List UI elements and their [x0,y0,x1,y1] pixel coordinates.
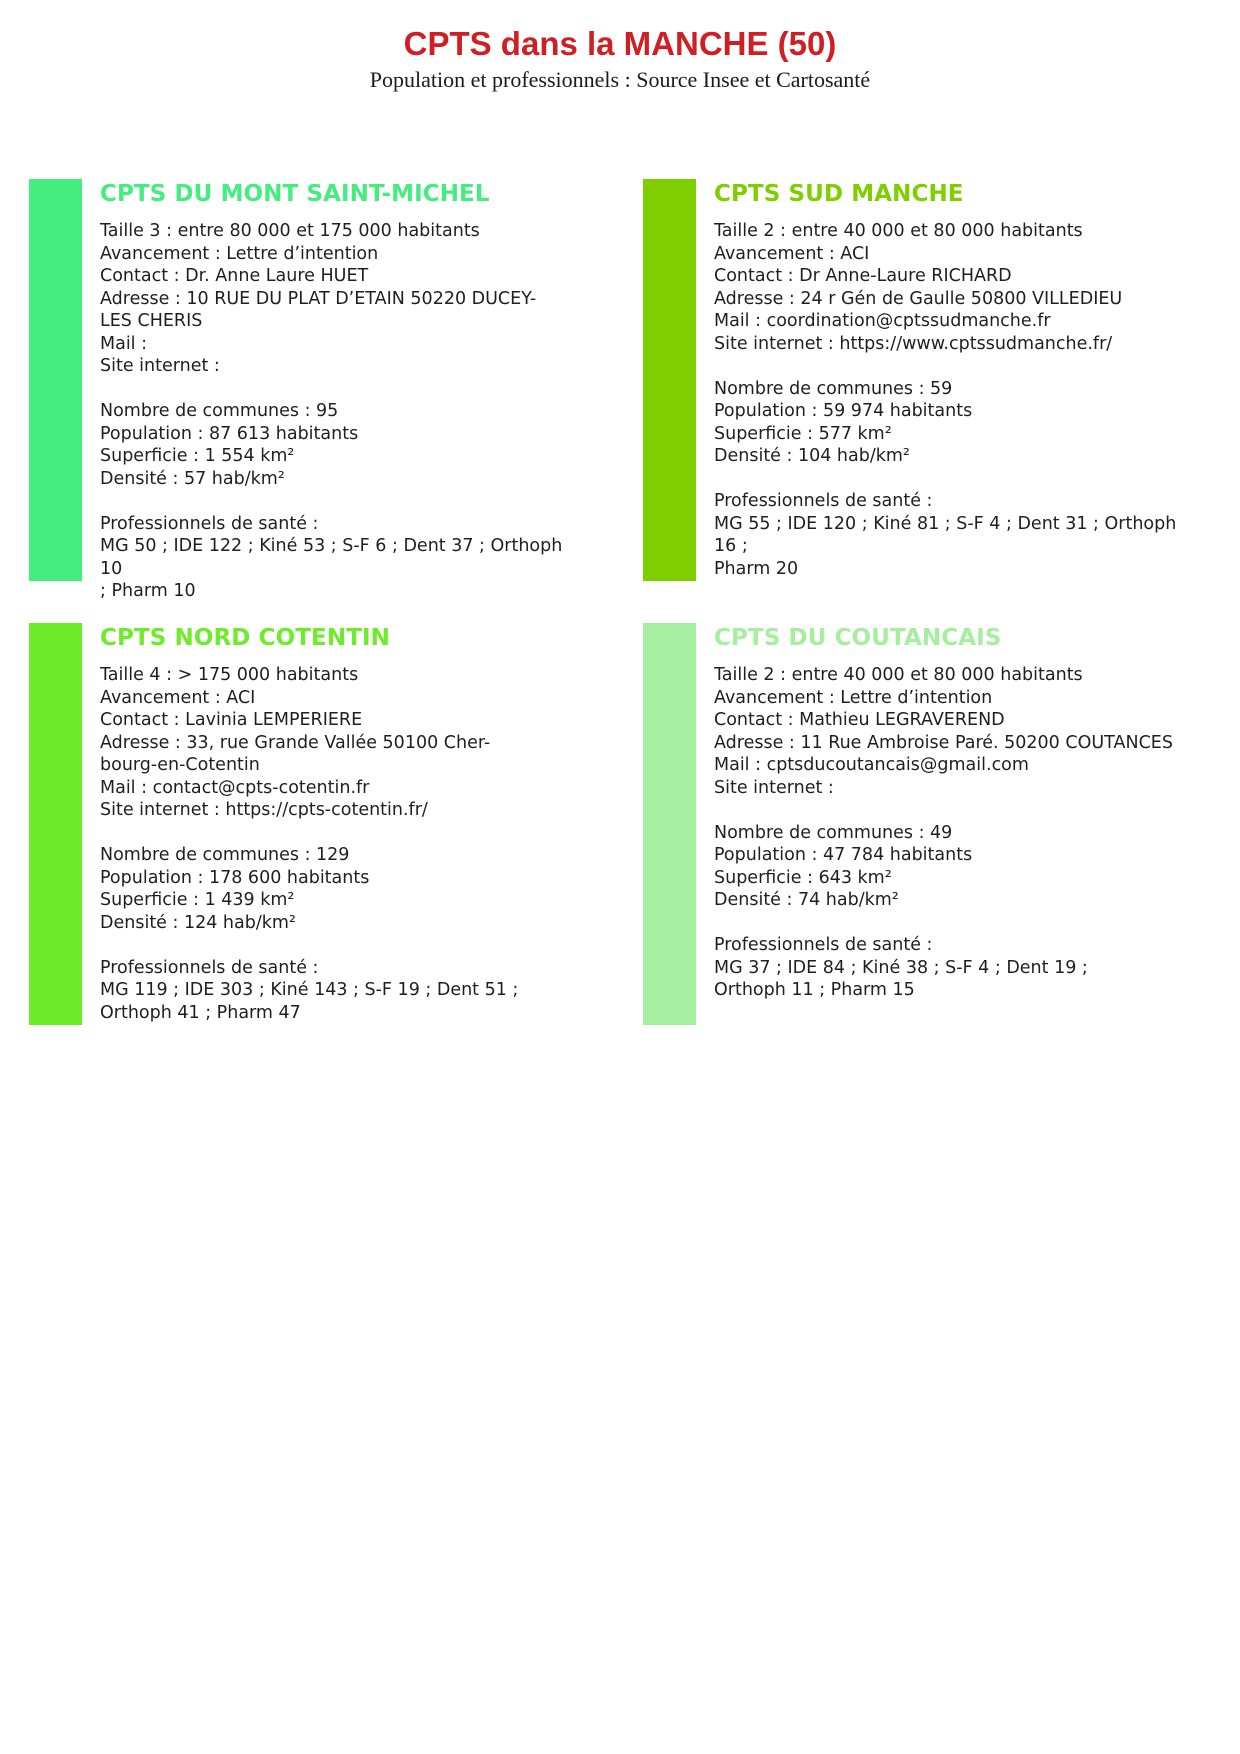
card-title: CPTS DU MONT SAINT-MICHEL [100,181,490,207]
cpts-card-sud-manche [643,179,1183,583]
card-communes: Nombre de communes : 95 [100,401,339,421]
card-color-bar [643,623,696,1025]
card-adresse: Adresse : 11 Rue Ambroise Paré. 50200 COUTANCES [714,732,1173,753]
card-pros-label: Professionnels de santé : [714,491,933,511]
card-adresse-continued: LES CHERIS [100,311,203,331]
card-pros-list: MG 55 ; IDE 120 ; Kiné 81 ; S-F 4 ; Dent 31 ; Orthoph 16 ; [714,513,1182,556]
card-mail: Mail : [100,333,148,354]
card-body [100,179,580,603]
card-superficie: Superficie : 1 439 km² [100,890,295,910]
cpts-card-nord-cotentin [29,623,569,1027]
card-adresse: Adresse : 33, rue Grande Vallée 50100 Cher- [100,732,491,753]
card-taille: Taille 4 : > 175 000 habitants [100,665,359,685]
card-densite: Densité : 124 hab/km² [100,912,296,933]
card-contact: Contact : Dr Anne-Laure RICHARD [714,266,1012,286]
card-site: Site internet : https://www.cptssudmanche.fr/ [714,333,1113,354]
card-mail: Mail : cptsducoutancais@gmail.com [714,755,1029,775]
card-site: Site internet : [100,356,220,376]
card-pros-label: Professionnels de santé : [714,935,933,955]
card-color-bar [29,179,82,581]
document-header [0,22,1240,94]
card-site: Site internet : [714,777,834,798]
card-body [714,623,1194,1002]
card-taille: Taille 2 : entre 40 000 et 80 000 habitants [714,665,1083,685]
card-communes: Nombre de communes : 59 [714,378,953,399]
card-adresse-continued: bourg-en-Cotentin [100,755,260,775]
card-pros-label: Professionnels de santé : [100,513,319,534]
page-subtitle: Population et professionnels : Source Insee et Cartosanté [369,67,871,92]
card-pros-list: MG 37 ; IDE 84 ; Kiné 38 ; S-F 4 ; Dent 19 ; [714,957,1088,978]
card-densite: Densité : 57 hab/km² [100,468,285,489]
card-body [100,623,580,1024]
card-avancement: Avancement : ACI [100,687,256,708]
card-contact: Contact : Mathieu LEGRAVEREND [714,710,1005,730]
card-site: Site internet : https://cpts-cotentin.fr/ [100,800,428,820]
card-contact: Contact : Dr. Anne Laure HUET [100,266,369,286]
card-population: Population : 47 784 habitants [714,845,973,865]
card-pros-label: Professionnels de santé : [100,957,319,978]
card-taille: Taille 2 : entre 40 000 et 80 000 habitants [714,221,1083,241]
card-pros-list-continued: Orthoph 11 ; Pharm 15 [714,980,915,1000]
page-title: CPTS dans la MANCHE (50) [403,25,837,62]
card-color-bar [643,179,696,581]
card-adresse: Adresse : 24 r Gén de Gaulle 50800 VILLEDIEU [714,288,1123,309]
card-color-bar [29,623,82,1025]
card-mail: Mail : coordination@cptssudmanche.fr [714,311,1051,331]
card-population: Population : 178 600 habitants [100,867,370,888]
card-pros-list-continued: Orthoph 41 ; Pharm 47 [100,1002,301,1023]
card-title: CPTS DU COUTANCAIS [714,625,1002,651]
card-pros-list-continued: Pharm 20 [714,558,799,579]
card-communes: Nombre de communes : 129 [100,845,350,865]
card-avancement: Avancement : Lettre d’intention [100,243,379,264]
card-superficie: Superficie : 643 km² [714,867,892,888]
card-superficie: Superficie : 577 km² [714,423,892,444]
card-pros-list: MG 119 ; IDE 303 ; Kiné 143 ; S-F 19 ; Dent 51 ; [100,980,519,1000]
card-avancement: Avancement : ACI [714,243,870,264]
card-body [714,179,1194,580]
card-superficie: Superficie : 1 554 km² [100,446,295,466]
card-title: CPTS NORD COTENTIN [100,625,390,651]
card-pros-list-continued: ; Pharm 10 [100,581,196,601]
card-pros-list: MG 50 ; IDE 122 ; Kiné 53 ; S-F 6 ; Dent 37 ; Orthoph 10 [100,536,568,579]
card-taille: Taille 3 : entre 80 000 et 175 000 habitants [100,221,480,241]
cpts-card-mont-saint-michel [29,179,569,601]
card-mail: Mail : contact@cpts-cotentin.fr [100,777,370,798]
card-population: Population : 59 974 habitants [714,401,973,421]
card-title: CPTS SUD MANCHE [714,181,964,207]
card-population: Population : 87 613 habitants [100,423,359,444]
card-communes: Nombre de communes : 49 [714,822,953,843]
card-avancement: Avancement : Lettre d’intention [714,687,993,708]
card-densite: Densité : 74 hab/km² [714,890,899,910]
card-adresse: Adresse : 10 RUE DU PLAT D’ETAIN 50220 DUCEY- [100,288,537,309]
cpts-card-coutancais [643,623,1183,1027]
card-contact: Contact : Lavinia LEMPERIERE [100,710,363,730]
card-densite: Densité : 104 hab/km² [714,446,910,466]
